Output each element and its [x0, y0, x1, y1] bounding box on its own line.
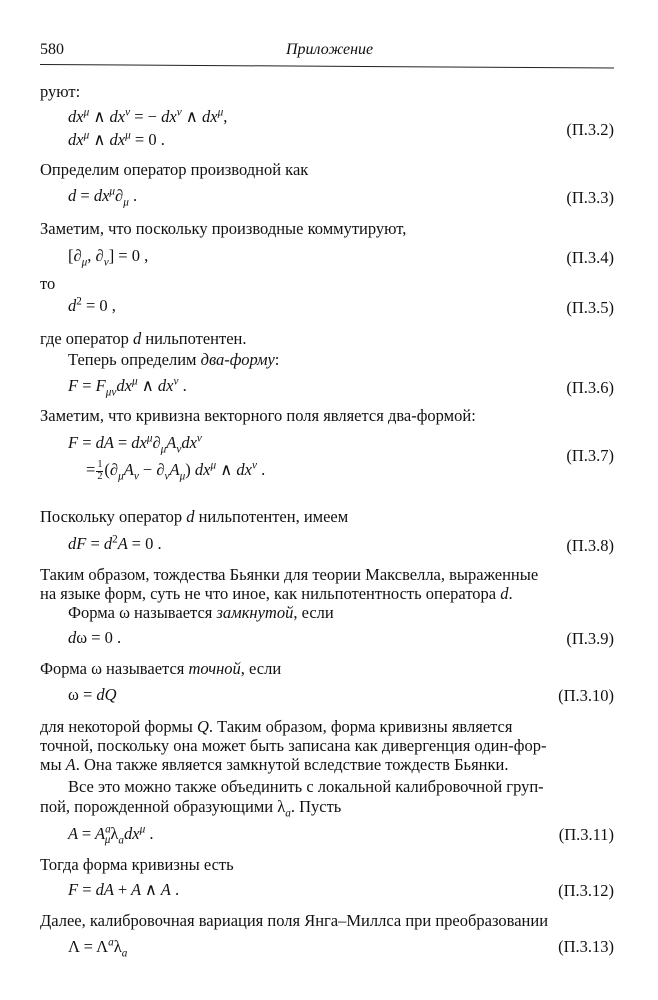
paragraph-line: точной, поскольку она может быть записана как дивергенция один-фор- [40, 736, 547, 755]
equation-number: (П.3.7) [566, 446, 614, 465]
paragraph-line: Форма ω называется точной, если [40, 659, 282, 678]
formula-3-8: dF = $d^2A = 0$ . [68, 533, 162, 553]
paragraph-line: на языке форм, суть не что иное, как нильпотентность оператора d. [40, 584, 513, 603]
header-rule [40, 64, 614, 69]
equation-number: (П.3.3) [566, 188, 614, 207]
equation-number: (П.3.4) [566, 248, 614, 267]
equation-number: (П.3.8) [566, 536, 614, 555]
paragraph-line: где оператор d нильпотентен. [40, 329, 247, 348]
paragraph-line: Тогда форма кривизны есть [40, 855, 234, 874]
equation-number: (П.3.2) [566, 120, 614, 139]
paragraph-line: мы A. Она также является замкнутой вследствие тождеств Бьянки. [40, 755, 509, 774]
equation-number: (П.3.12) [558, 881, 614, 900]
equation-number: (П.3.6) [566, 378, 614, 397]
running-title: Приложение [286, 41, 374, 58]
paragraph-line: для некоторой формы Q. Таким образом, форма кривизны является [40, 717, 513, 736]
formula-3-2-line1: $dx^\mu$ ∧ $dx^\nu$ = − $dx^\nu$ ∧ $dx^\mu$, [68, 106, 228, 126]
equation-number: (П.3.5) [566, 298, 614, 317]
paragraph-line: руют: [40, 82, 81, 101]
formula-3-7-line1: F = dA = $dx^\mu\partial_\mu A_\nu dx^\nu$ [68, 432, 202, 456]
formula-3-4: [$\partial_\mu$, $\partial_\nu] = 0$ , [68, 246, 149, 269]
page-number: 580 [40, 41, 64, 58]
paragraph-line: Заметим, что поскольку производные коммутируют, [40, 219, 407, 238]
formula-3-10: ω = dQ [68, 685, 117, 704]
paragraph-line: Поскольку оператор d нильпотентен, имеем [40, 507, 349, 526]
equation-number: (П.3.11) [558, 825, 614, 844]
paragraph-line: Определим оператор производной как [40, 160, 309, 179]
paragraph-line: Теперь определим два-форму: [68, 350, 280, 369]
equation-number: (П.3.9) [566, 629, 614, 648]
formula-3-11: $A = A^a_\mu\lambda_adx^\mu$ . [68, 823, 154, 847]
equation-number: (П.3.10) [558, 686, 614, 705]
formula-3-5: $d^2 = 0$ , [68, 295, 116, 315]
formula-3-6: $F = F_{\mu\nu}dx^\mu$ ∧ $dx^\nu$ . [68, 375, 187, 399]
formula-3-12: F = dA + A ∧ A . [68, 880, 180, 899]
paragraph-line: то [40, 274, 56, 293]
formula-3-7-line2: = $\frac{1}{2}$ $(\partial_\mu A_\nu - \partial_\nu A_\mu)$ $dx^\mu$ ∧ $dx^\nu$ . [86, 459, 266, 483]
equation-number: (П.3.13) [558, 937, 614, 956]
formula-3-2-line2: $dx^\mu$ ∧ $dx^\mu = 0$ . [68, 129, 165, 149]
formula-3-9: dω = 0 . [68, 628, 122, 647]
paragraph-line: Заметим, что кривизна векторного поля является два-формой: [40, 406, 476, 425]
formula-3-3: $d = dx^\mu\partial_\mu$ . [68, 185, 138, 209]
paragraph-line: Далее, калибровочная вариация поля Янга–Миллса при преобразовании [40, 911, 549, 930]
formula-3-13: $\Lambda = \Lambda^a\lambda_a$ [68, 936, 128, 960]
paragraph-line: Форма ω называется замкнутой, если [68, 603, 334, 622]
paragraph-line: Все это можно также объединить с локальной калибровочной груп- [68, 777, 544, 796]
paragraph-line: пой, порожденной образующими $\lambda_a$. Пусть [40, 797, 342, 820]
paragraph-line: Таким образом, тождества Бьянки для теории Максвелла, выраженные [40, 565, 539, 584]
